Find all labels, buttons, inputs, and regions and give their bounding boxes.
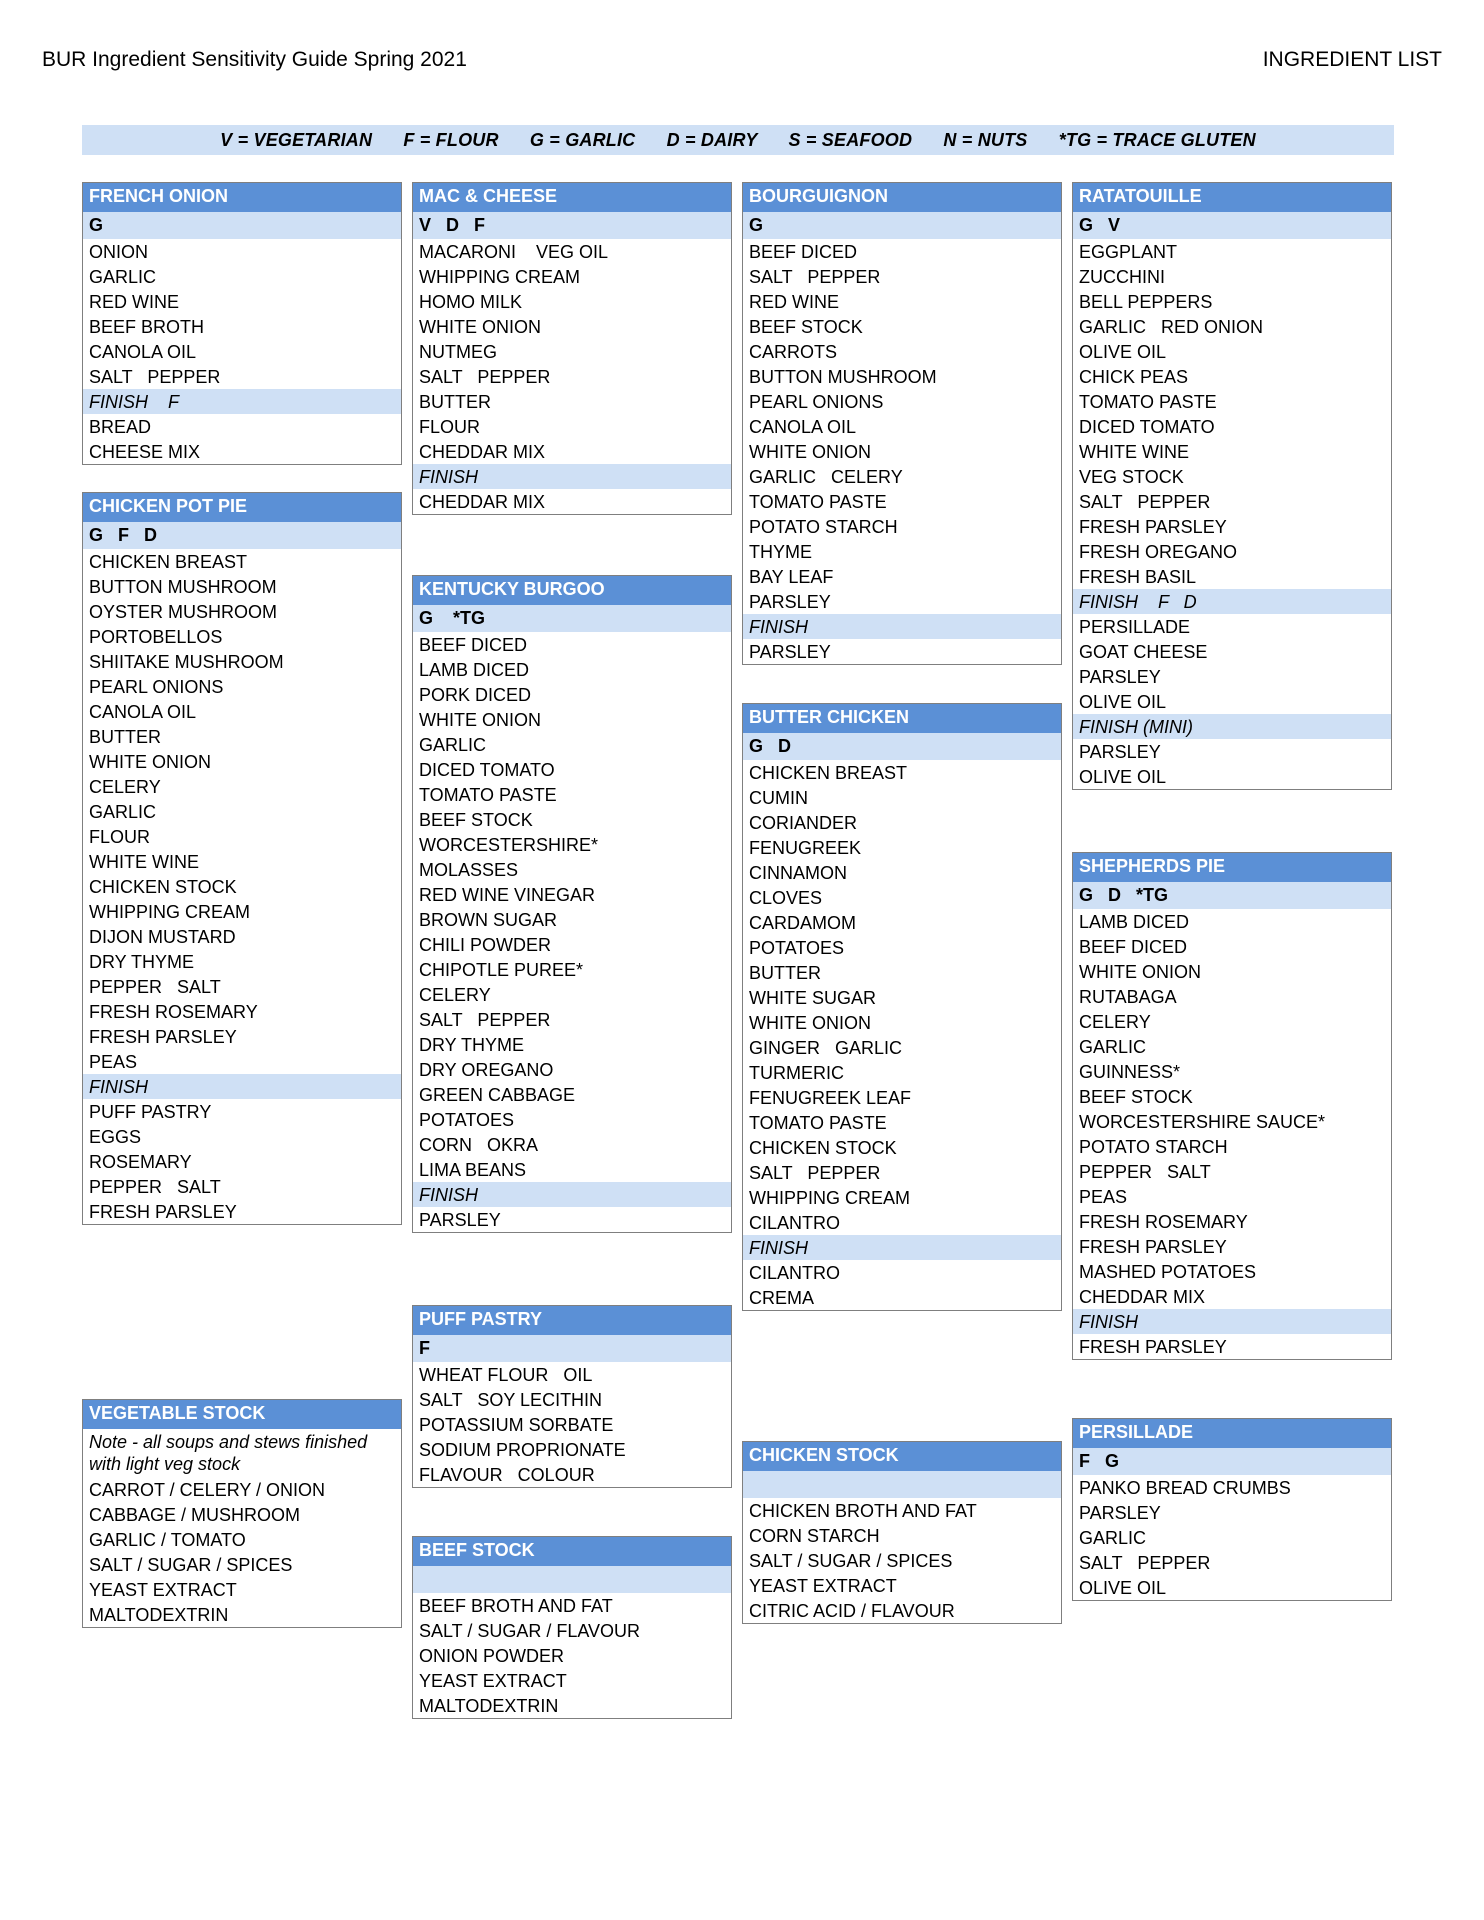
recipe-allergen-tags	[412, 1566, 732, 1593]
ingredient-row: GARLIC	[89, 802, 157, 822]
ingredient-row: CELERY	[419, 985, 491, 1005]
recipe-title: RATATOUILLE	[1072, 182, 1392, 212]
ingredient-row: PERSILLADE	[1079, 617, 1191, 637]
ingredient-row: SALT PEPPER	[749, 1163, 881, 1183]
ingredient-row: WHEAT FLOUR OIL	[419, 1365, 593, 1385]
column-inner	[82, 182, 402, 1628]
ingredient-row: FRESH OREGANO	[1079, 542, 1238, 562]
finish-label: FINISH F D	[1073, 589, 1391, 614]
ingredient-row: SALT / SUGAR / SPICES	[89, 1555, 293, 1575]
card-spacer	[412, 515, 732, 575]
ingredient-row: CARROT / CELERY / ONION	[89, 1480, 326, 1500]
recipe-allergen-tags: G	[82, 212, 402, 239]
ingredient-row: BEEF STOCK	[1079, 1087, 1193, 1107]
ingredient-row: MACARONI VEG OIL	[419, 242, 609, 262]
ingredient-row: BEEF STOCK	[419, 810, 533, 830]
ingredient-column-3	[742, 182, 1072, 1719]
recipe-title: PUFF PASTRY	[412, 1305, 732, 1335]
ingredient-row: CHICKEN BROTH AND FAT	[749, 1501, 977, 1521]
ingredient-row: CORN STARCH	[749, 1526, 880, 1546]
ingredient-row: TOMATO PASTE	[419, 785, 557, 805]
recipe-title: SHEPHERDS PIE	[1072, 852, 1392, 882]
ingredient-row: SHIITAKE MUSHROOM	[89, 652, 284, 672]
ingredient-row: ROSEMARY	[89, 1152, 192, 1172]
ingredient-row: CHICKEN STOCK	[89, 877, 237, 897]
ingredient-row: FLAVOUR COLOUR	[419, 1465, 595, 1485]
ingredient-row: FRESH PARSLEY	[1079, 1337, 1227, 1357]
ingredient-row: CILANTRO	[749, 1263, 841, 1283]
ingredient-row: CORN OKRA	[419, 1135, 539, 1155]
ingredient-row: OLIVE OIL	[1079, 692, 1167, 712]
recipe-card-butter-chicken	[742, 703, 1062, 1311]
ingredient-row: BEEF BROTH AND FAT	[419, 1596, 613, 1616]
ingredient-row: CANOLA OIL	[89, 342, 197, 362]
ingredient-row: GARLIC	[1079, 1037, 1147, 1057]
ingredient-row: BEEF BROTH	[89, 317, 205, 337]
ingredient-row: BEEF STOCK	[749, 317, 863, 337]
ingredient-columns	[82, 182, 1402, 1719]
ingredient-row: OLIVE OIL	[1079, 767, 1167, 787]
ingredient-row: LAMB DICED	[419, 660, 530, 680]
recipe-title: CHICKEN POT PIE	[82, 492, 402, 522]
ingredient-row: FENUGREEK LEAF	[749, 1088, 912, 1108]
column-inner	[742, 182, 1062, 1624]
ingredient-row: CHICK PEAS	[1079, 367, 1189, 387]
ingredient-row: GINGER GARLIC	[749, 1038, 903, 1058]
ingredient-row: OLIVE OIL	[1079, 342, 1167, 362]
recipe-allergen-tags: F G	[1072, 1448, 1392, 1475]
ingredient-row: FRESH PARSLEY	[89, 1027, 237, 1047]
ingredient-column-1	[82, 182, 412, 1719]
ingredient-row: FRESH PARSLEY	[1079, 517, 1227, 537]
ingredient-row: GREEN CABBAGE	[419, 1085, 576, 1105]
ingredient-row: WHIPPING CREAM	[89, 902, 251, 922]
ingredient-rows	[742, 760, 1062, 1311]
recipe-title: BEEF STOCK	[412, 1536, 732, 1566]
ingredient-row: SALT PEPPER	[749, 267, 881, 287]
ingredient-row: SALT / SUGAR / FLAVOUR	[419, 1621, 641, 1641]
recipe-allergen-tags	[742, 1471, 1062, 1498]
ingredient-row: WHIPPING CREAM	[419, 267, 581, 287]
ingredient-row: SALT PEPPER	[419, 367, 551, 387]
recipe-note: Note - all soups and stews finished with light veg stock	[82, 1429, 402, 1477]
ingredient-row: SALT PEPPER	[419, 1010, 551, 1030]
card-spacer	[412, 1233, 732, 1305]
ingredient-row: VEG STOCK	[1079, 467, 1184, 487]
ingredient-row: PORTOBELLOS	[89, 627, 223, 647]
ingredient-rows	[1072, 909, 1392, 1360]
ingredient-row: WORCESTERSHIRE*	[419, 835, 599, 855]
recipe-title: KENTUCKY BURGOO	[412, 575, 732, 605]
recipe-allergen-tags: F	[412, 1335, 732, 1362]
ingredient-row: DIJON MUSTARD	[89, 927, 236, 947]
ingredient-column-2	[412, 182, 742, 1719]
ingredient-row: PEARL ONIONS	[89, 677, 224, 697]
ingredient-row: PEAS	[1079, 1187, 1128, 1207]
ingredient-row: BEEF DICED	[419, 635, 528, 655]
ingredient-row: THYME	[749, 542, 812, 562]
ingredient-row: SALT SOY LECITHIN	[419, 1390, 603, 1410]
ingredient-row: GARLIC CELERY	[749, 467, 903, 487]
ingredient-row: CLOVES	[749, 888, 823, 908]
ingredient-row: POTATO STARCH	[1079, 1137, 1228, 1157]
ingredient-row: CANOLA OIL	[749, 417, 857, 437]
ingredient-row: YEAST EXTRACT	[749, 1576, 897, 1596]
card-spacer	[742, 1311, 1062, 1441]
header-title-left: BUR Ingredient Sensitivity Guide Spring 2021	[42, 48, 467, 71]
ingredient-row: SALT PEPPER	[1079, 492, 1211, 512]
card-spacer	[82, 1225, 402, 1399]
ingredient-row: POTATO STARCH	[749, 517, 898, 537]
ingredient-rows	[742, 239, 1062, 665]
ingredient-row: PEARL ONIONS	[749, 392, 884, 412]
ingredient-row: MOLASSES	[419, 860, 519, 880]
document-header	[42, 48, 1442, 72]
recipe-allergen-tags: G	[742, 212, 1062, 239]
recipe-card-kentucky-burgoo	[412, 575, 732, 1233]
recipe-card-persillade	[1072, 1418, 1392, 1601]
ingredient-row: POTASSIUM SORBATE	[419, 1415, 614, 1435]
recipe-title: MAC & CHEESE	[412, 182, 732, 212]
ingredient-row: DICED TOMATO	[419, 760, 555, 780]
ingredient-rows	[82, 549, 402, 1225]
recipe-card-chicken-stock	[742, 1441, 1062, 1624]
ingredient-row: PANKO BREAD CRUMBS	[1079, 1478, 1291, 1498]
ingredient-row: LAMB DICED	[1079, 912, 1190, 932]
ingredient-row: SODIUM PROPRIONATE	[419, 1440, 626, 1460]
recipe-allergen-tags: G V	[1072, 212, 1392, 239]
ingredient-row: BROWN SUGAR	[419, 910, 558, 930]
ingredient-rows	[1072, 1475, 1392, 1601]
ingredient-row: RED WINE VINEGAR	[419, 885, 596, 905]
recipe-card-mac-cheese	[412, 182, 732, 515]
ingredient-row: DICED TOMATO	[1079, 417, 1215, 437]
recipe-title: VEGETABLE STOCK	[82, 1399, 402, 1429]
column-inner	[1072, 182, 1392, 1601]
ingredient-row: CABBAGE / MUSHROOM	[89, 1505, 301, 1525]
ingredient-row: WHITE ONION	[419, 317, 541, 337]
ingredient-row: OLIVE OIL	[1079, 1578, 1167, 1598]
finish-label: FINISH	[413, 464, 731, 489]
ingredient-row: ONION	[89, 242, 149, 262]
ingredient-row: GARLIC / TOMATO	[89, 1530, 246, 1550]
ingredient-row: PARSLEY	[1079, 742, 1161, 762]
recipe-title: PERSILLADE	[1072, 1418, 1392, 1448]
legend-bar	[82, 125, 1394, 155]
recipe-card-ratatouille	[1072, 182, 1392, 790]
finish-label: FINISH	[83, 1074, 401, 1099]
ingredient-row: BUTTER	[419, 392, 491, 412]
ingredient-row: FLOUR	[419, 417, 481, 437]
ingredient-row: BELL PEPPERS	[1079, 292, 1213, 312]
recipe-title: BOURGUIGNON	[742, 182, 1062, 212]
ingredient-row: PARSLEY	[1079, 1503, 1161, 1523]
recipe-title: CHICKEN STOCK	[742, 1441, 1062, 1471]
finish-label: FINISH F	[83, 389, 401, 414]
ingredient-row: CELERY	[1079, 1012, 1151, 1032]
ingredient-row: WHITE ONION	[419, 710, 541, 730]
ingredient-row: TURMERIC	[749, 1063, 844, 1083]
ingredient-rows	[412, 239, 732, 515]
ingredient-row: CHICKEN BREAST	[749, 763, 908, 783]
ingredient-row: BREAD	[89, 417, 152, 437]
ingredient-row: TOMATO PASTE	[1079, 392, 1217, 412]
ingredient-row: PEPPER SALT	[89, 1177, 221, 1197]
recipe-allergen-tags: G D *TG	[1072, 882, 1392, 909]
recipe-allergen-tags: V D F	[412, 212, 732, 239]
ingredient-row: DRY OREGANO	[419, 1060, 554, 1080]
card-spacer	[742, 665, 1062, 703]
ingredient-row: GOAT CHEESE	[1079, 642, 1208, 662]
ingredient-row: CREMA	[749, 1288, 815, 1308]
ingredient-row: PORK DICED	[419, 685, 532, 705]
finish-label: FINISH	[1073, 1309, 1391, 1334]
ingredient-row: FRESH ROSEMARY	[1079, 1212, 1248, 1232]
ingredient-row: PARSLEY	[749, 642, 831, 662]
ingredient-row: FRESH PARSLEY	[1079, 1237, 1227, 1257]
ingredient-row: DRY THYME	[419, 1035, 525, 1055]
ingredient-row: CHEDDAR MIX	[419, 492, 546, 512]
ingredient-row: CHEDDAR MIX	[419, 442, 546, 462]
ingredient-row: PARSLEY	[419, 1210, 501, 1230]
ingredient-row: CORIANDER	[749, 813, 858, 833]
ingredient-row: TOMATO PASTE	[749, 492, 887, 512]
ingredient-row: GARLIC RED ONION	[1079, 317, 1264, 337]
ingredient-row: DRY THYME	[89, 952, 195, 972]
ingredient-rows	[82, 239, 402, 465]
ingredient-row: CUMIN	[749, 788, 808, 808]
ingredient-row: CANOLA OIL	[89, 702, 197, 722]
ingredient-row: CINNAMON	[749, 863, 847, 883]
ingredient-row: CHICKEN STOCK	[749, 1138, 897, 1158]
recipe-card-vegetable-stock	[82, 1399, 402, 1628]
ingredient-rows	[412, 1362, 732, 1488]
ingredient-row: OYSTER MUSHROOM	[89, 602, 278, 622]
ingredient-row: CHEESE MIX	[89, 442, 201, 462]
ingredient-row: GUINNESS*	[1079, 1062, 1181, 1082]
ingredient-row: CHEDDAR MIX	[1079, 1287, 1206, 1307]
ingredient-row: MALTODEXTRIN	[419, 1696, 559, 1716]
ingredient-row: EGGS	[89, 1127, 142, 1147]
ingredient-row: PEPPER SALT	[89, 977, 221, 997]
ingredient-rows	[742, 1498, 1062, 1624]
ingredient-rows	[412, 632, 732, 1233]
ingredient-row: RED WINE	[89, 292, 179, 312]
ingredient-row: BEEF DICED	[749, 242, 858, 262]
ingredient-row: GARLIC	[1079, 1528, 1147, 1548]
ingredient-row: WORCESTERSHIRE SAUCE*	[1079, 1112, 1326, 1132]
ingredient-row: WHITE ONION	[89, 752, 211, 772]
ingredient-row: FLOUR	[89, 827, 151, 847]
ingredient-row: BUTTON MUSHROOM	[89, 577, 277, 597]
ingredient-row: PARSLEY	[749, 592, 831, 612]
ingredient-row: CARROTS	[749, 342, 838, 362]
ingredient-row: YEAST EXTRACT	[419, 1671, 567, 1691]
recipe-card-french-onion	[82, 182, 402, 465]
ingredient-row: CARDAMOM	[749, 913, 856, 933]
card-spacer	[1072, 1360, 1392, 1418]
ingredient-row: WHITE ONION	[1079, 962, 1201, 982]
ingredient-row: TOMATO PASTE	[749, 1113, 887, 1133]
ingredient-row: CHILI POWDER	[419, 935, 552, 955]
ingredient-row: FRESH PARSLEY	[89, 1202, 237, 1222]
ingredient-row: GARLIC	[89, 267, 157, 287]
header-title-right: INGREDIENT LIST	[1262, 48, 1442, 71]
ingredient-row: BEEF DICED	[1079, 937, 1188, 957]
recipe-title: BUTTER CHICKEN	[742, 703, 1062, 733]
ingredient-row: FRESH BASIL	[1079, 567, 1197, 587]
card-spacer	[412, 1488, 732, 1536]
ingredient-row: BAY LEAF	[749, 567, 834, 587]
ingredient-row: FRESH ROSEMARY	[89, 1002, 258, 1022]
ingredient-row: EGGPLANT	[1079, 242, 1178, 262]
ingredient-row: WHITE ONION	[749, 442, 871, 462]
ingredient-row: BUTTER	[89, 727, 161, 747]
recipe-allergen-tags: G D	[742, 733, 1062, 760]
ingredient-row: RUTABAGA	[1079, 987, 1177, 1007]
finish-label: FINISH	[743, 1235, 1061, 1260]
ingredient-row: SALT PEPPER	[1079, 1553, 1211, 1573]
ingredient-row: WHIPPING CREAM	[749, 1188, 911, 1208]
ingredient-row: WHITE ONION	[749, 1013, 871, 1033]
recipe-allergen-tags: G *TG	[412, 605, 732, 632]
recipe-card-puff-pastry	[412, 1305, 732, 1488]
ingredient-row: CHICKEN BREAST	[89, 552, 248, 572]
legend-text: V = VEGETARIAN F = FLOUR G = GARLIC D = DAIRY S = SEAFOOD N = NUTS *TG = TRACE GLUTEN	[220, 129, 1256, 150]
ingredient-rows	[412, 1593, 732, 1719]
ingredient-rows	[82, 1477, 402, 1628]
finish-label: FINISH (MINI)	[1073, 714, 1391, 739]
recipe-card-beef-stock	[412, 1536, 732, 1719]
ingredient-row: POTATOES	[749, 938, 845, 958]
recipe-allergen-tags: G F D	[82, 522, 402, 549]
ingredient-row: POTATOES	[419, 1110, 515, 1130]
ingredient-row: NUTMEG	[419, 342, 497, 362]
ingredient-row: WHITE SUGAR	[749, 988, 877, 1008]
ingredient-row: CILANTRO	[749, 1213, 841, 1233]
card-spacer	[1072, 790, 1392, 852]
ingredient-row: ONION POWDER	[419, 1646, 565, 1666]
ingredient-row: PEPPER SALT	[1079, 1162, 1211, 1182]
ingredient-row: SALT / SUGAR / SPICES	[749, 1551, 953, 1571]
recipe-card-chicken-pot-pie	[82, 492, 402, 1225]
ingredient-row: CELERY	[89, 777, 161, 797]
column-inner	[412, 182, 732, 1719]
ingredient-row: MALTODEXTRIN	[89, 1605, 229, 1625]
ingredient-column-4	[1072, 182, 1402, 1719]
recipe-card-bourguignon	[742, 182, 1062, 665]
ingredient-row: CHIPOTLE PUREE*	[419, 960, 584, 980]
ingredient-row: PEAS	[89, 1052, 138, 1072]
ingredient-rows	[1072, 239, 1392, 790]
ingredient-row: WHITE WINE	[1079, 442, 1189, 462]
ingredient-row: MASHED POTATOES	[1079, 1262, 1257, 1282]
ingredient-row: PUFF PASTRY	[89, 1102, 212, 1122]
ingredient-row: CITRIC ACID / FLAVOUR	[749, 1601, 955, 1621]
ingredient-row: GARLIC	[419, 735, 487, 755]
finish-label: FINISH	[743, 614, 1061, 639]
card-spacer	[82, 465, 402, 492]
ingredient-row: BUTTON MUSHROOM	[749, 367, 937, 387]
recipe-card-shepherds-pie	[1072, 852, 1392, 1360]
ingredient-row: HOMO MILK	[419, 292, 523, 312]
ingredient-row: ZUCCHINI	[1079, 267, 1165, 287]
ingredient-row: BUTTER	[749, 963, 821, 983]
ingredient-row: WHITE WINE	[89, 852, 199, 872]
ingredient-row: FENUGREEK	[749, 838, 862, 858]
recipe-title: FRENCH ONION	[82, 182, 402, 212]
ingredient-row: YEAST EXTRACT	[89, 1580, 237, 1600]
ingredient-row: SALT PEPPER	[89, 367, 221, 387]
ingredient-row: LIMA BEANS	[419, 1160, 527, 1180]
ingredient-row: RED WINE	[749, 292, 839, 312]
ingredient-row: PARSLEY	[1079, 667, 1161, 687]
finish-label: FINISH	[413, 1182, 731, 1207]
